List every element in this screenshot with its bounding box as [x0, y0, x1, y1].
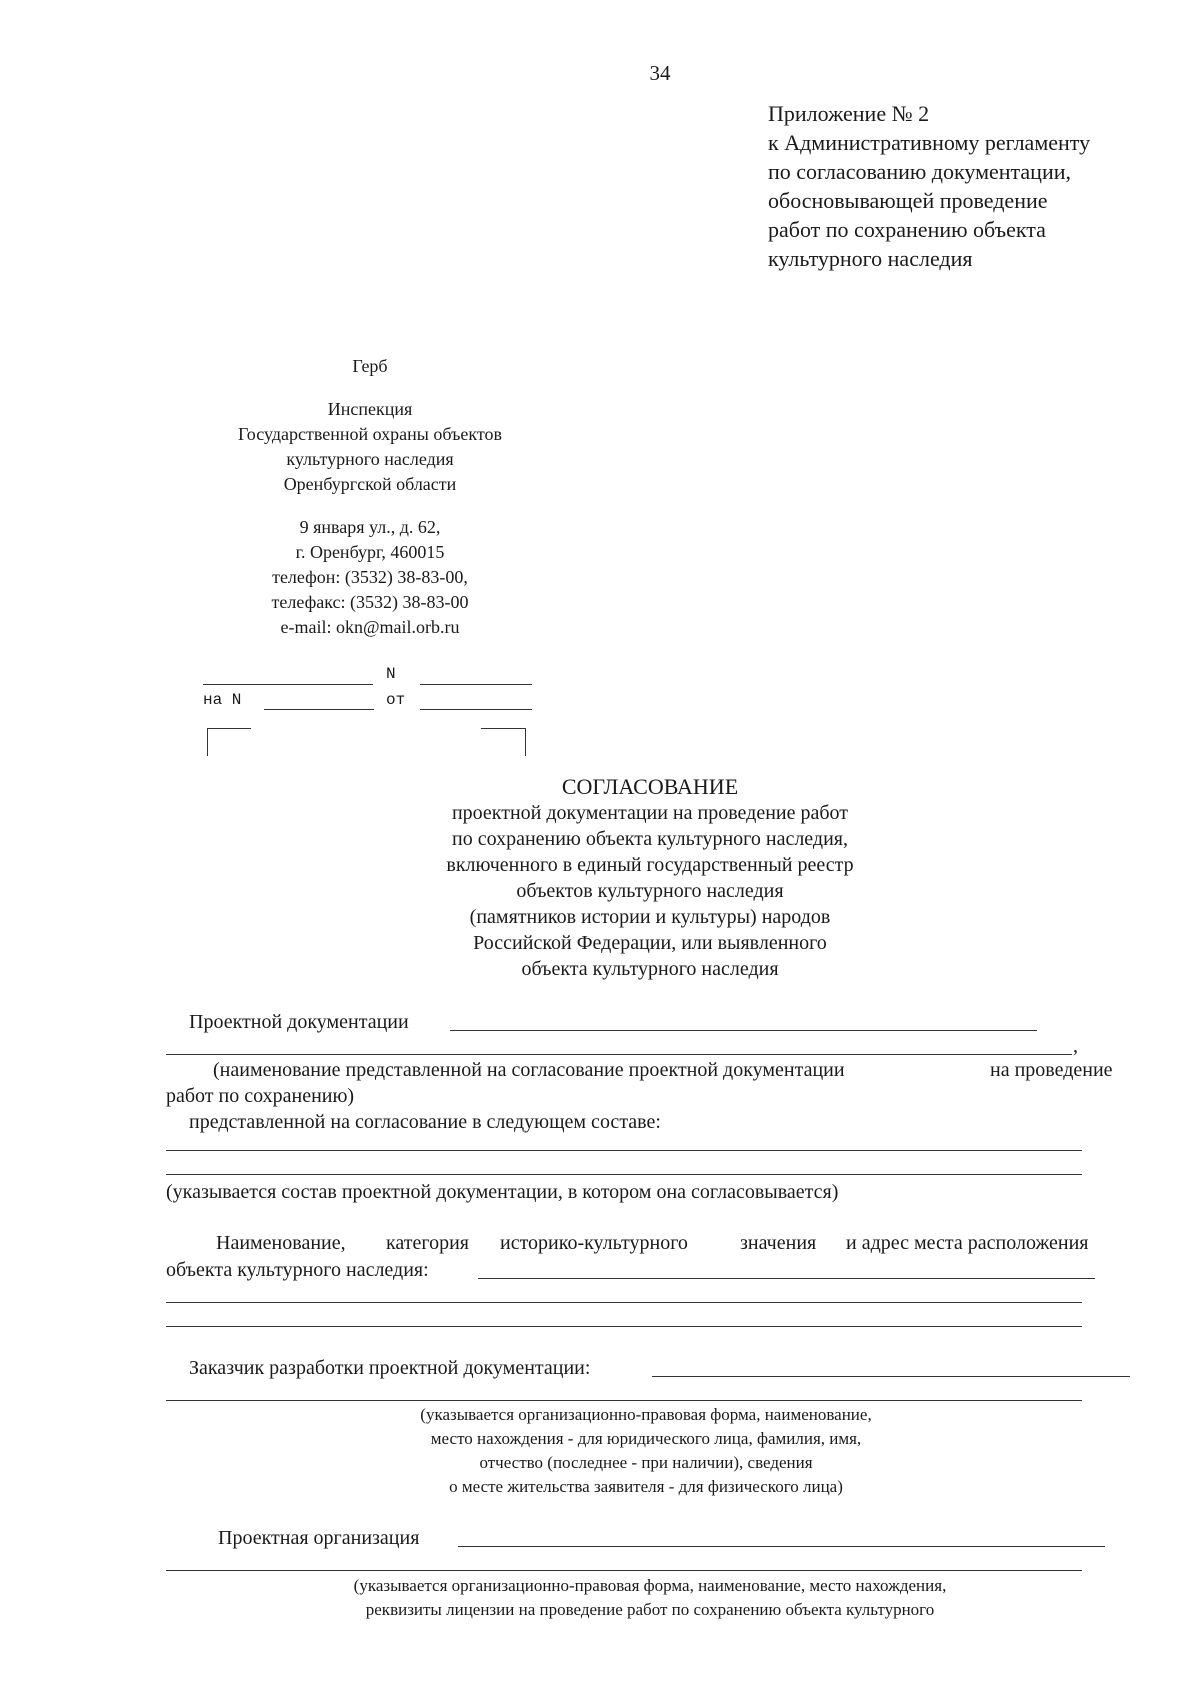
project-doc-field[interactable]	[450, 1030, 1037, 1031]
org-name-line: Государственной охраны объектов	[237, 424, 503, 444]
object-label-word: категория	[386, 1232, 469, 1254]
customer-hint	[366, 1403, 926, 1499]
title-line: Российской Федерации, или выявленного	[473, 932, 827, 954]
org-name-line: Оренбургской области	[283, 474, 457, 494]
address-line: г. Оренбург, 460015	[295, 542, 445, 562]
outgoing-date-field[interactable]	[203, 684, 373, 685]
project-doc-field-continued[interactable]	[166, 1054, 1072, 1055]
project-doc-hint: (наименование представленной на согласование проектной документации	[213, 1059, 845, 1081]
address-line: e-mail: okn@mail.orb.ru	[280, 617, 460, 637]
left-corner-bracket	[207, 728, 251, 729]
appendix-line: Приложение № 2	[768, 101, 930, 126]
composition-label: представленной на согласование в следующем составе:	[189, 1111, 661, 1133]
page-number: 34	[649, 61, 671, 85]
object-label-word: историко-культурного	[500, 1232, 688, 1254]
title-line: по сохранению объекта культурного наследия,	[451, 828, 848, 850]
composition-hint: (указывается состав проектной документации, в котором она согласовывается)	[166, 1181, 839, 1203]
document-title	[360, 774, 940, 982]
appendix-line: по согласованию документации,	[768, 159, 1072, 184]
customer-label: Заказчик разработки проектной документации:	[189, 1357, 591, 1379]
org-name-line: Инспекция	[327, 399, 413, 419]
title-line: включенного в единый государственный реестр	[446, 854, 854, 876]
object-label-word: значения	[740, 1232, 817, 1254]
appendix-line: обосновывающей проведение	[768, 188, 1048, 213]
object-field[interactable]	[478, 1278, 1095, 1279]
customer-hint-line: о месте жительства заявителя - для физического лица)	[449, 1477, 843, 1496]
appendix-header	[768, 99, 1168, 273]
title-line: объектов культурного наследия	[516, 880, 784, 902]
object-label-word: Наименование,	[216, 1232, 346, 1254]
customer-hint-line: место нахождения - для юридического лица, фамилия, имя,	[430, 1429, 862, 1448]
design-org-field-continued[interactable]	[166, 1570, 1082, 1571]
design-org-field[interactable]	[458, 1546, 1105, 1547]
object-field[interactable]	[166, 1302, 1082, 1303]
customer-hint-line: отчество (последнее - при наличии), сведения	[479, 1453, 813, 1472]
design-org-hint-line: реквизиты лицензии на проведение работ по сохранению объекта культурного	[365, 1600, 935, 1619]
address-line: телефон: (3532) 38-83-00,	[272, 567, 468, 587]
project-doc-hint: работ по сохранению)	[166, 1085, 355, 1107]
right-corner-bracket	[525, 728, 526, 756]
in-reply-to-number-field[interactable]	[264, 709, 374, 710]
project-doc-label: Проектной документации	[189, 1011, 409, 1033]
design-org-hint	[200, 1574, 1100, 1622]
right-corner-bracket	[481, 728, 525, 729]
design-org-label: Проектная организация	[218, 1527, 420, 1549]
title-line: проектной документации на проведение работ	[451, 802, 849, 824]
org-name-line: культурного наследия	[286, 449, 454, 469]
composition-field[interactable]	[166, 1150, 1082, 1151]
customer-hint-line: (указывается организационно-правовая форма, наименование,	[420, 1405, 872, 1424]
customer-field[interactable]	[652, 1376, 1130, 1377]
project-doc-hint: на проведение	[990, 1059, 1113, 1081]
appendix-line: к Административному регламенту	[768, 130, 1091, 155]
in-reply-to-date-field[interactable]	[420, 709, 532, 710]
appendix-line: работ по сохранению объекта	[768, 217, 1046, 242]
title-line: (памятников истории и культуры) народов	[469, 906, 831, 928]
address-line: телефакс: (3532) 38-83-00	[271, 592, 469, 612]
appendix-line: культурного наследия	[768, 246, 973, 271]
coat-of-arms-placeholder: Герб	[352, 356, 388, 376]
design-org-hint-line: (указывается организационно-правовая форма, наименование, место нахождения,	[353, 1576, 947, 1595]
composition-field[interactable]	[166, 1174, 1082, 1175]
title-main: СОГЛАСОВАНИЕ	[561, 774, 739, 799]
letterhead	[200, 354, 540, 640]
number-label: N	[386, 665, 396, 683]
object-field[interactable]	[166, 1326, 1082, 1327]
left-corner-bracket	[207, 728, 208, 756]
outgoing-number-field[interactable]	[420, 684, 532, 685]
address-line: 9 января ул., д. 62,	[299, 517, 441, 537]
object-label-word: и адрес места расположения	[846, 1232, 1089, 1254]
title-line: объекта культурного наследия	[521, 958, 779, 980]
customer-field-continued[interactable]	[166, 1400, 1082, 1401]
object-label: объекта культурного наследия:	[166, 1259, 429, 1281]
comma: ,	[1073, 1035, 1078, 1057]
in-reply-to-number-label: на N	[203, 691, 242, 709]
in-reply-to-date-label: от	[386, 691, 406, 709]
